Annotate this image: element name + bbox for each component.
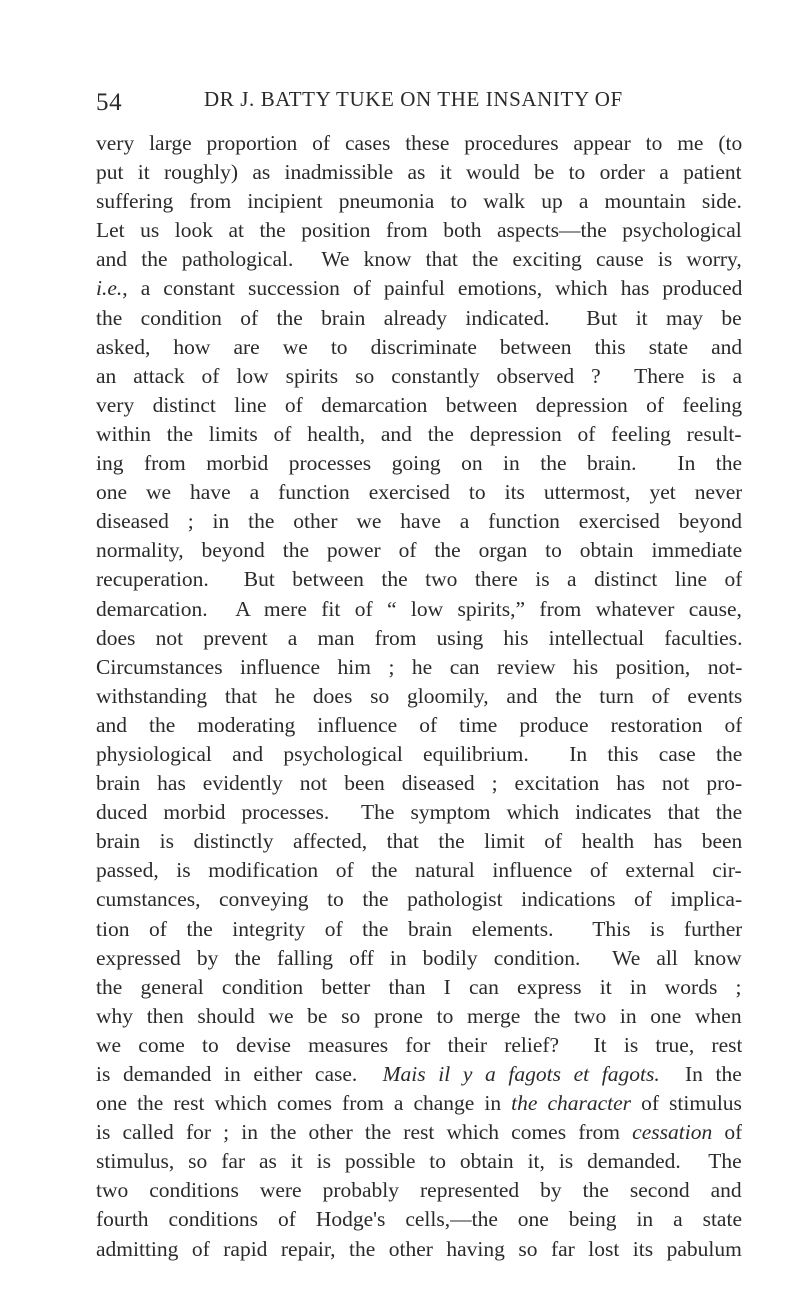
text-line xyxy=(96,798,742,827)
text-line xyxy=(96,740,742,769)
text-line xyxy=(96,420,742,449)
text-segment: cumstances, conveying to the pathologist indications of implica- xyxy=(96,887,742,912)
italic-text: i.e. xyxy=(96,276,123,301)
text-segment: tion of the integrity of the brain elements. This is further xyxy=(96,916,742,941)
text-line xyxy=(96,682,742,711)
text-line xyxy=(96,478,742,507)
text-line xyxy=(96,856,742,885)
text-segment: duced morbid processes. The symptom which indicates that the xyxy=(96,800,742,825)
text-line xyxy=(96,827,742,856)
text-segment: , a constant succession of painful emotions, which has produced xyxy=(122,276,742,301)
text-segment: one we have a function exercised to its uttermost, yet never xyxy=(96,480,742,505)
body-text xyxy=(96,129,742,1264)
text-segment: of xyxy=(712,1120,742,1145)
text-line xyxy=(96,624,742,653)
text-line xyxy=(96,595,742,624)
text-line xyxy=(96,711,742,740)
text-segment: Let us look at the position from both aspects—the psychological xyxy=(96,218,742,243)
text-line xyxy=(96,1031,742,1060)
italic-text: Mais il y a fagots et fagots. xyxy=(382,1062,660,1086)
text-segment: the condition of the brain already indicated. But it may be xyxy=(96,305,742,330)
text-line xyxy=(96,245,742,274)
text-line xyxy=(96,274,742,303)
text-segment: one the rest which comes from a change in xyxy=(96,1091,512,1116)
text-segment: Circumstances influence him ; he can review his position, not- xyxy=(96,654,742,679)
text-line xyxy=(96,1118,742,1147)
text-line xyxy=(96,1205,742,1234)
text-segment: stimulus, so far as it is possible to obtain it, is demanded. The xyxy=(96,1149,742,1174)
text-segment: very distinct line of demarcation between depression of feeling xyxy=(96,392,742,417)
text-segment: very large proportion of cases these procedures appear to me (to xyxy=(96,131,742,155)
text-segment: diseased ; in the other we have a function exercised beyond xyxy=(96,509,742,534)
text-segment: normality, beyond the power of the organ to obtain immediate xyxy=(96,538,742,563)
text-line xyxy=(96,362,742,391)
text-line xyxy=(96,1089,742,1118)
text-segment: put it roughly) as inadmissible as it would be to order a patient xyxy=(96,160,742,185)
text-segment: passed, is modification of the natural influence of external cir- xyxy=(96,858,742,883)
page-number: 54 xyxy=(96,89,123,116)
text-segment: brain has evidently not been diseased ; excitation has not pro- xyxy=(96,771,742,796)
text-line xyxy=(96,944,742,973)
text-line xyxy=(96,1176,742,1205)
text-segment: fourth conditions of Hodge's cells,—the one being in a state xyxy=(96,1207,742,1232)
text-segment: two conditions were probably represented by the second and xyxy=(96,1178,742,1203)
text-line xyxy=(96,885,742,914)
text-line xyxy=(96,187,742,216)
text-line xyxy=(96,216,742,245)
text-line xyxy=(96,304,742,333)
running-head-title: DR J. BATTY TUKE ON THE INSANITY OF xyxy=(204,87,623,111)
text-line xyxy=(96,129,742,158)
text-segment: why then should we be so prone to merge the two in one when xyxy=(96,1003,742,1028)
text-segment: suffering from incipient pneumonia to walk up a mountain side. xyxy=(96,189,742,214)
italic-text: the character xyxy=(511,1091,632,1116)
text-segment: and the pathological. We know that the exciting cause is worry, xyxy=(96,247,742,272)
text-line xyxy=(96,769,742,798)
text-line xyxy=(96,973,742,1002)
text-segment: brain is distinctly affected, that the limit of health has been xyxy=(96,829,742,854)
text-segment: demarcation. A mere fit of “ low spirits,” from whatever cause, xyxy=(96,596,742,621)
text-line xyxy=(96,158,742,187)
text-line xyxy=(96,1235,742,1264)
text-segment: is called for ; in the other the rest which comes from xyxy=(96,1120,633,1145)
text-segment: we come to devise measures for their relief? It is true, rest xyxy=(96,1032,742,1057)
text-line xyxy=(96,507,742,536)
text-segment: In the xyxy=(659,1062,742,1086)
italic-text: cessation xyxy=(632,1120,713,1145)
text-segment: withstanding that he does so gloomily, and the turn of events xyxy=(96,683,742,708)
text-line xyxy=(96,1060,742,1089)
text-segment: asked, how are we to discriminate between this state and xyxy=(96,334,742,359)
text-line xyxy=(96,653,742,682)
text-line xyxy=(96,1002,742,1031)
text-line xyxy=(96,536,742,565)
text-segment: an attack of low spirits so constantly observed ? There is a xyxy=(96,363,742,388)
text-line xyxy=(96,449,742,478)
text-segment: of stimulus xyxy=(631,1091,742,1116)
running-head xyxy=(96,82,716,116)
text-segment: does not prevent a man from using his intellectual faculties. xyxy=(96,625,742,650)
text-segment: within the limits of health, and the depression of feeling result- xyxy=(96,421,742,446)
text-segment: physiological and psychological equilibrium. In this case the xyxy=(96,741,742,766)
text-segment: expressed by the falling off in bodily condition. We all know xyxy=(96,945,742,970)
text-line xyxy=(96,391,742,420)
text-line xyxy=(96,1147,742,1176)
text-segment: is demanded in either case. xyxy=(96,1062,383,1086)
text-segment: admitting of rapid repair, the other having so far lost its pabulum xyxy=(96,1236,742,1261)
text-segment: the general condition better than I can express it in words ; xyxy=(96,974,742,999)
text-segment: ing from morbid processes going on in the brain. In the xyxy=(96,451,742,476)
text-line xyxy=(96,565,742,594)
text-segment: recuperation. But between the two there is a distinct line of xyxy=(96,567,742,592)
text-segment: and the moderating influence of time produce restoration of xyxy=(96,712,742,737)
text-line xyxy=(96,333,742,362)
text-line xyxy=(96,915,742,944)
